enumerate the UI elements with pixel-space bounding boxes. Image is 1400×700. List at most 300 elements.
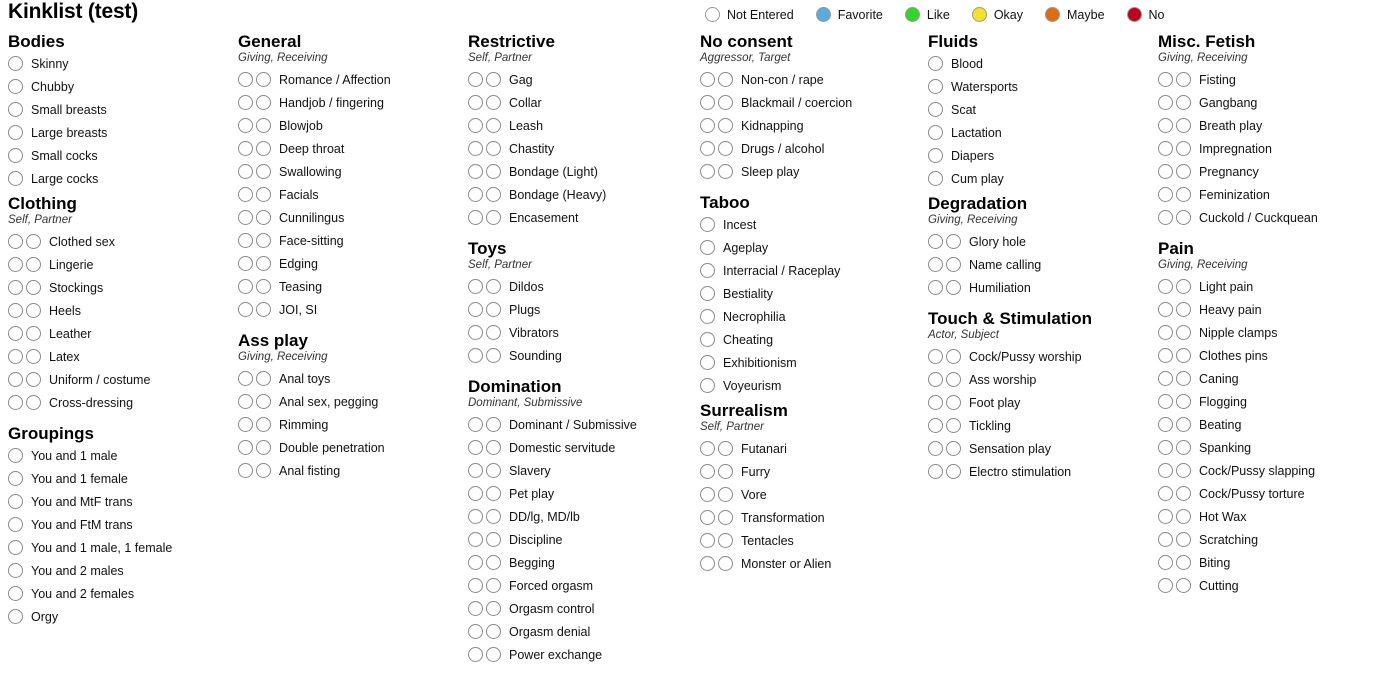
kink-row (700, 68, 920, 91)
rating-circle[interactable] (928, 280, 943, 295)
legend-label: Maybe (1067, 7, 1105, 22)
category-subtitle: Giving, Receiving (238, 52, 328, 64)
kink-row (468, 275, 693, 298)
rating-circle[interactable] (8, 540, 23, 555)
rating-circle[interactable] (1158, 578, 1173, 593)
kink-label: Transformation (741, 510, 825, 525)
rating-circle[interactable] (700, 164, 715, 179)
rating-circle[interactable] (8, 395, 23, 410)
kink-label: Furry (741, 464, 771, 479)
rating-circles (468, 72, 504, 87)
rating-circles (1158, 417, 1194, 432)
rating-circles (1158, 509, 1194, 524)
rating-circle[interactable] (486, 210, 501, 225)
rating-circle[interactable] (700, 217, 715, 232)
rating-circle[interactable] (8, 234, 23, 249)
kink-label: Leash (509, 118, 544, 133)
rating-circle[interactable] (486, 578, 501, 593)
rating-circle[interactable] (486, 417, 501, 432)
rating-circle[interactable] (486, 164, 501, 179)
rating-circle[interactable] (468, 72, 483, 87)
rating-circle[interactable] (468, 486, 483, 501)
rating-circle[interactable] (8, 517, 23, 532)
rating-circle[interactable] (946, 395, 961, 410)
rating-circle[interactable] (238, 95, 253, 110)
rating-circle[interactable] (946, 418, 961, 433)
kink-category (700, 32, 920, 183)
rating-circle[interactable] (1158, 486, 1173, 501)
rating-circle[interactable] (928, 125, 943, 140)
rating-circle[interactable] (928, 441, 943, 456)
rating-circle[interactable] (928, 395, 943, 410)
rating-circle[interactable] (486, 440, 501, 455)
kink-label: Collar (509, 95, 542, 110)
rating-circle[interactable] (468, 601, 483, 616)
rating-circle[interactable] (8, 448, 23, 463)
kink-label: Bondage (Light) (509, 164, 598, 179)
rating-circle[interactable] (1158, 394, 1173, 409)
rating-circle[interactable] (486, 325, 501, 340)
kink-label: Rimming (279, 417, 329, 432)
rating-circle[interactable] (700, 441, 715, 456)
rating-circle[interactable] (256, 256, 271, 271)
kink-row (8, 230, 228, 253)
rating-circle[interactable] (1176, 440, 1191, 455)
rating-circle[interactable] (468, 578, 483, 593)
rating-circle[interactable] (928, 171, 943, 186)
rating-circle[interactable] (946, 464, 961, 479)
rating-circle[interactable] (468, 463, 483, 478)
rating-circle[interactable] (1158, 325, 1173, 340)
rating-circle[interactable] (1176, 187, 1191, 202)
rating-circle[interactable] (256, 72, 271, 87)
kink-row (700, 160, 920, 183)
rating-circle[interactable] (1176, 279, 1191, 294)
kink-row (468, 206, 693, 229)
rating-circle[interactable] (1158, 279, 1173, 294)
rating-circle[interactable] (486, 279, 501, 294)
rating-circle[interactable] (256, 463, 271, 478)
rating-circle[interactable] (238, 417, 253, 432)
kink-label: Cock/Pussy slapping (1199, 463, 1316, 478)
rating-circle[interactable] (468, 210, 483, 225)
category-subtitle: Self, Partner (8, 214, 72, 226)
rating-circles (928, 234, 964, 249)
rating-circle[interactable] (1176, 555, 1191, 570)
rating-circles (700, 240, 718, 255)
rating-circle[interactable] (8, 79, 23, 94)
rating-circle[interactable] (256, 417, 271, 432)
rating-circle[interactable] (238, 440, 253, 455)
rating-circle[interactable] (8, 280, 23, 295)
rating-circle[interactable] (486, 601, 501, 616)
rating-circles (700, 441, 736, 456)
rating-circle[interactable] (238, 118, 253, 133)
rating-circle[interactable] (946, 280, 961, 295)
kink-label: Cheating (723, 332, 774, 347)
rating-circles (700, 263, 718, 278)
kink-row (8, 490, 228, 513)
kink-label: Tentacles (741, 533, 794, 548)
rating-circle[interactable] (1158, 95, 1173, 110)
kink-label: Hot Wax (1199, 509, 1247, 524)
rating-circle[interactable] (1158, 555, 1173, 570)
rating-circle[interactable] (468, 302, 483, 317)
rating-circles (1158, 95, 1194, 110)
rating-circle[interactable] (256, 371, 271, 386)
rating-circle[interactable] (256, 210, 271, 225)
rating-circle[interactable] (256, 164, 271, 179)
kink-row (8, 467, 228, 490)
kink-category (468, 239, 693, 367)
rating-circles (700, 217, 718, 232)
kink-label: Impregnation (1199, 141, 1272, 156)
rating-circle[interactable] (468, 95, 483, 110)
kink-category (238, 32, 463, 321)
rating-circle[interactable] (928, 102, 943, 117)
rating-circle[interactable] (718, 72, 733, 87)
rating-circles (8, 280, 44, 295)
rating-circle[interactable] (486, 624, 501, 639)
rating-circle[interactable] (718, 510, 733, 525)
rating-circle[interactable] (468, 647, 483, 662)
rating-circle[interactable] (928, 148, 943, 163)
rating-circle[interactable] (238, 233, 253, 248)
rating-circle[interactable] (486, 141, 501, 156)
rating-circle[interactable] (468, 624, 483, 639)
rating-circle[interactable] (928, 418, 943, 433)
rating-circle[interactable] (26, 395, 41, 410)
kink-label: Heels (49, 303, 81, 318)
rating-circle[interactable] (700, 378, 715, 393)
kink-row (238, 252, 463, 275)
rating-circle[interactable] (700, 556, 715, 571)
rating-circle[interactable] (486, 532, 501, 547)
category-subtitle: Self, Partner (468, 259, 532, 271)
rating-circle[interactable] (26, 372, 41, 387)
rating-circle[interactable] (1158, 440, 1173, 455)
rating-circle[interactable] (26, 257, 41, 272)
rating-circle[interactable] (486, 463, 501, 478)
rating-circles (238, 302, 274, 317)
rating-circle[interactable] (256, 279, 271, 294)
kink-row (1158, 183, 1393, 206)
kink-row (8, 605, 228, 628)
rating-circle[interactable] (718, 141, 733, 156)
rating-circle[interactable] (238, 210, 253, 225)
rating-circle[interactable] (700, 72, 715, 87)
category-title: Pain (1158, 239, 1194, 258)
rating-circle[interactable] (8, 609, 23, 624)
rating-circle[interactable] (1158, 118, 1173, 133)
rating-circles (700, 95, 736, 110)
rating-circle[interactable] (256, 187, 271, 202)
rating-circle[interactable] (1158, 141, 1173, 156)
rating-circle[interactable] (928, 234, 943, 249)
kink-row (1158, 551, 1393, 574)
rating-circle[interactable] (928, 349, 943, 364)
rating-circle[interactable] (1158, 72, 1173, 87)
rating-circle[interactable] (26, 234, 41, 249)
rating-circle[interactable] (1158, 417, 1173, 432)
kink-label: Cross-dressing (49, 395, 134, 410)
kink-row (8, 121, 228, 144)
rating-circle[interactable] (1158, 371, 1173, 386)
rating-circle[interactable] (486, 647, 501, 662)
rating-circle[interactable] (238, 279, 253, 294)
rating-circle[interactable] (486, 555, 501, 570)
rating-circle[interactable] (1158, 210, 1173, 225)
rating-circles (1158, 440, 1194, 455)
rating-circle[interactable] (700, 141, 715, 156)
rating-circles (468, 279, 504, 294)
rating-circles (468, 95, 504, 110)
rating-circle[interactable] (486, 95, 501, 110)
rating-circle[interactable] (256, 394, 271, 409)
rating-circle[interactable] (718, 118, 733, 133)
rating-circle[interactable] (8, 563, 23, 578)
rating-circle[interactable] (8, 326, 23, 341)
rating-circle[interactable] (8, 494, 23, 509)
rating-circles (928, 395, 964, 410)
rating-circle[interactable] (468, 532, 483, 547)
rating-circle[interactable] (468, 279, 483, 294)
rating-circle[interactable] (1176, 118, 1191, 133)
kink-row (468, 620, 693, 643)
rating-circle[interactable] (468, 348, 483, 363)
kink-category (1158, 32, 1393, 229)
kink-row (700, 529, 920, 552)
rating-circle[interactable] (8, 102, 23, 117)
rating-circle[interactable] (946, 441, 961, 456)
rating-circle[interactable] (8, 257, 23, 272)
rating-circle[interactable] (486, 302, 501, 317)
rating-circle[interactable] (26, 349, 41, 364)
rating-circle[interactable] (256, 141, 271, 156)
rating-circle[interactable] (700, 464, 715, 479)
kink-row (468, 413, 693, 436)
rating-circle[interactable] (700, 332, 715, 347)
rating-circles (468, 601, 504, 616)
rating-circle[interactable] (238, 164, 253, 179)
rating-circle[interactable] (468, 325, 483, 340)
rating-circles (468, 486, 504, 501)
rating-circle[interactable] (238, 72, 253, 87)
rating-circle[interactable] (468, 118, 483, 133)
rating-circles (928, 372, 964, 387)
kink-row (8, 52, 228, 75)
kink-row (700, 137, 920, 160)
kink-label: You and 2 females (31, 586, 135, 601)
kink-label: JOI, SI (279, 302, 318, 317)
rating-circle[interactable] (700, 487, 715, 502)
rating-circle[interactable] (1176, 578, 1191, 593)
kink-row (700, 437, 920, 460)
rating-circle[interactable] (700, 95, 715, 110)
kink-label: Orgy (31, 609, 59, 624)
rating-circle[interactable] (1176, 509, 1191, 524)
rating-circle[interactable] (718, 164, 733, 179)
rating-circle[interactable] (8, 148, 23, 163)
rating-circle[interactable] (1158, 302, 1173, 317)
rating-circle[interactable] (700, 240, 715, 255)
rating-circle[interactable] (1176, 141, 1191, 156)
rating-circle[interactable] (946, 234, 961, 249)
rating-circle[interactable] (1176, 302, 1191, 317)
rating-circle[interactable] (468, 141, 483, 156)
kink-label: Handjob / fingering (279, 95, 384, 110)
rating-circles (468, 118, 504, 133)
legend-color-dot (1127, 7, 1142, 22)
rating-circle[interactable] (700, 533, 715, 548)
rating-circle[interactable] (718, 533, 733, 548)
rating-circle[interactable] (946, 372, 961, 387)
kink-row (1158, 298, 1393, 321)
rating-circle[interactable] (1176, 210, 1191, 225)
rating-circle[interactable] (946, 257, 961, 272)
rating-circles (700, 510, 736, 525)
rating-circle[interactable] (1176, 325, 1191, 340)
rating-circle[interactable] (468, 440, 483, 455)
rating-circle[interactable] (486, 509, 501, 524)
rating-circles (468, 164, 504, 179)
category-title: Misc. Fetish (1158, 32, 1256, 51)
rating-circle[interactable] (486, 348, 501, 363)
rating-circle[interactable] (1158, 463, 1173, 478)
rating-circle[interactable] (256, 95, 271, 110)
rating-circle[interactable] (256, 233, 271, 248)
rating-circle[interactable] (928, 464, 943, 479)
rating-circle[interactable] (718, 487, 733, 502)
rating-circle[interactable] (718, 556, 733, 571)
rating-circle[interactable] (8, 125, 23, 140)
rating-circle[interactable] (486, 486, 501, 501)
rating-circle[interactable] (238, 394, 253, 409)
category-subtitle: Actor, Subject (928, 329, 999, 341)
rating-circle[interactable] (700, 286, 715, 301)
rating-circle[interactable] (700, 510, 715, 525)
rating-circle[interactable] (700, 355, 715, 370)
rating-circle[interactable] (1158, 187, 1173, 202)
rating-circle[interactable] (928, 79, 943, 94)
category-title: No consent (700, 32, 793, 51)
kink-label: Facials (279, 187, 319, 202)
rating-circle[interactable] (718, 464, 733, 479)
rating-circle[interactable] (238, 302, 253, 317)
rating-circle[interactable] (1176, 486, 1191, 501)
rating-circle[interactable] (238, 256, 253, 271)
rating-circle[interactable] (486, 72, 501, 87)
rating-circle[interactable] (26, 303, 41, 318)
category-title: Fluids (928, 32, 979, 51)
rating-circle[interactable] (238, 187, 253, 202)
kink-row (700, 328, 920, 351)
rating-circle[interactable] (256, 302, 271, 317)
rating-circle[interactable] (486, 118, 501, 133)
rating-circle[interactable] (718, 441, 733, 456)
rating-circle[interactable] (1176, 371, 1191, 386)
rating-circle[interactable] (928, 372, 943, 387)
rating-circle[interactable] (718, 95, 733, 110)
rating-circle[interactable] (700, 309, 715, 324)
rating-circle[interactable] (1158, 532, 1173, 547)
category-title: Domination (468, 377, 562, 396)
rating-circle[interactable] (8, 471, 23, 486)
rating-circle[interactable] (700, 263, 715, 278)
kink-row (8, 299, 228, 322)
rating-circle[interactable] (468, 509, 483, 524)
rating-circle[interactable] (1176, 417, 1191, 432)
category-title: Clothing (8, 194, 77, 213)
rating-circle[interactable] (8, 171, 23, 186)
kink-label: Biting (1199, 555, 1231, 570)
rating-circle[interactable] (8, 56, 23, 71)
rating-circle[interactable] (946, 349, 961, 364)
category-title: Degradation (928, 194, 1028, 213)
rating-legend (705, 7, 1187, 22)
rating-circles (700, 378, 718, 393)
rating-circle[interactable] (8, 349, 23, 364)
kink-label: Small cocks (31, 148, 98, 163)
kink-label: Light pain (1199, 279, 1254, 294)
rating-circle[interactable] (1176, 394, 1191, 409)
rating-circle[interactable] (1176, 463, 1191, 478)
kink-label: Bondage (Heavy) (509, 187, 607, 202)
rating-circle[interactable] (1176, 72, 1191, 87)
rating-circle[interactable] (928, 257, 943, 272)
rating-circles (468, 325, 504, 340)
rating-circle[interactable] (928, 56, 943, 71)
rating-circle[interactable] (468, 164, 483, 179)
rating-circle[interactable] (1176, 164, 1191, 179)
rating-circle[interactable] (256, 440, 271, 455)
rating-circle[interactable] (26, 326, 41, 341)
rating-circle[interactable] (486, 187, 501, 202)
rating-circle[interactable] (468, 417, 483, 432)
legend-color-dot (816, 7, 831, 22)
rating-circle[interactable] (1176, 95, 1191, 110)
rating-circle[interactable] (8, 372, 23, 387)
rating-circles (928, 418, 964, 433)
rating-circle[interactable] (8, 303, 23, 318)
category-title: Restrictive (468, 32, 555, 51)
kink-label: Encasement (509, 210, 579, 225)
rating-circles (700, 332, 718, 347)
rating-circle[interactable] (700, 118, 715, 133)
kink-label: Anal sex, pegging (279, 394, 379, 409)
kink-label: Humiliation (969, 280, 1031, 295)
rating-circles (8, 326, 44, 341)
kink-label: Anal toys (279, 371, 331, 386)
rating-circle[interactable] (468, 555, 483, 570)
rating-circles (238, 72, 274, 87)
rating-circle[interactable] (1176, 532, 1191, 547)
rating-circle[interactable] (8, 586, 23, 601)
kink-row (468, 344, 693, 367)
kink-label: Blackmail / coercion (741, 95, 853, 110)
kink-row (928, 391, 1153, 414)
rating-circle[interactable] (26, 280, 41, 295)
rating-circle[interactable] (1158, 348, 1173, 363)
rating-circle[interactable] (1176, 348, 1191, 363)
rating-circle[interactable] (238, 463, 253, 478)
rating-circle[interactable] (238, 371, 253, 386)
rating-circle[interactable] (256, 118, 271, 133)
rating-circle[interactable] (238, 141, 253, 156)
rating-circle[interactable] (1158, 164, 1173, 179)
rating-circle[interactable] (1158, 509, 1173, 524)
rating-circle[interactable] (468, 187, 483, 202)
